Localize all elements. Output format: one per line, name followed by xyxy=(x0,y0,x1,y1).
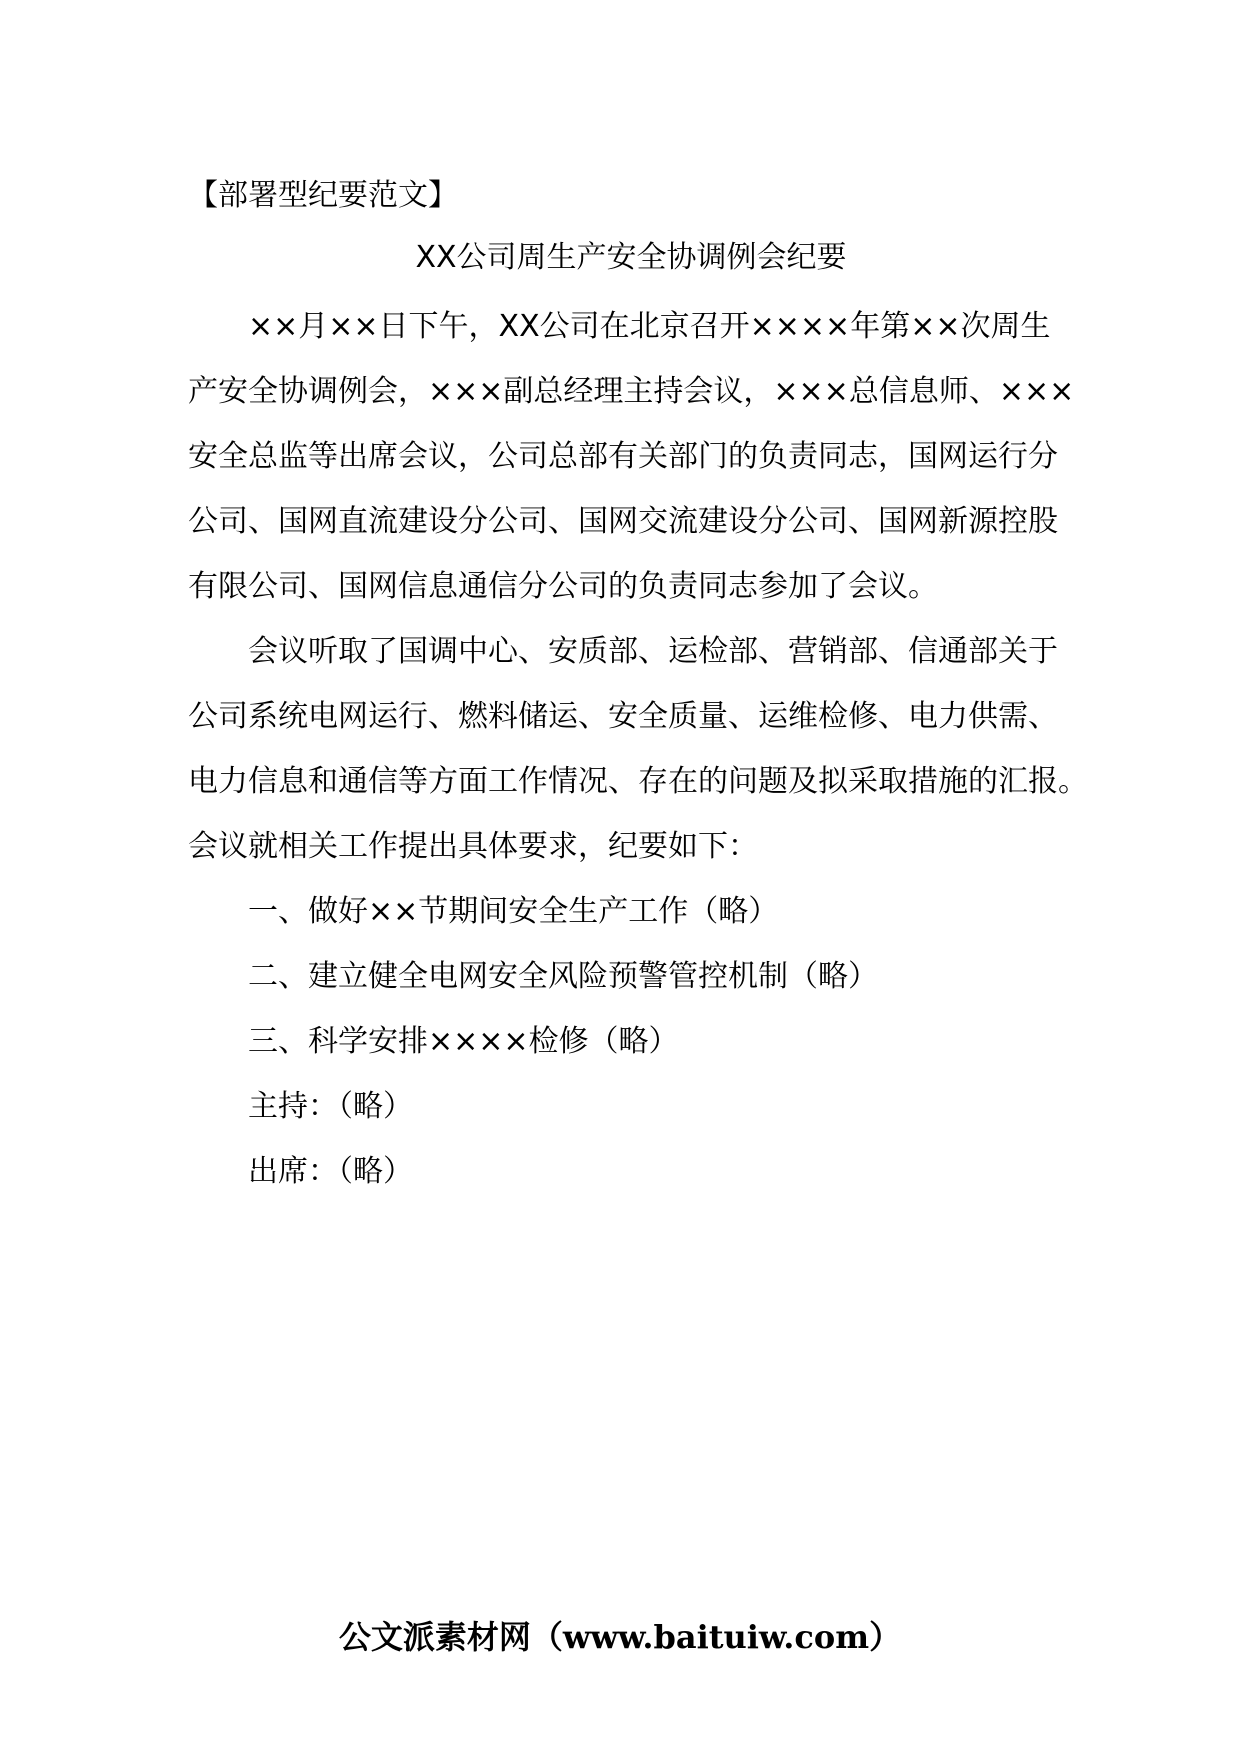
list-item: 三、科学安排××××检修（略） xyxy=(248,1024,679,1059)
list-item: 二、建立健全电网安全风险预警管控机制（略） xyxy=(248,959,878,994)
paragraph-line: 产安全协调例会，×××副总经理主持会议，×××总信息师、××× xyxy=(188,374,1075,409)
paragraph-line: 有限公司、国网信息通信分公司的负责同志参加了会议。 xyxy=(188,569,938,604)
paragraph-line: ××月××日下午，XX公司在北京召开××××年第××次周生 xyxy=(248,309,1051,344)
attendees-line: 出席：（略） xyxy=(248,1154,413,1189)
paragraph-line: 公司系统电网运行、燃料储运、安全质量、运维检修、电力供需、 xyxy=(188,699,1058,734)
heading-tag: 【部署型纪要范文】 xyxy=(188,178,458,213)
paragraph-line: 公司、国网直流建设分公司、国网交流建设分公司、国网新源控股 xyxy=(188,504,1058,539)
paragraph-line: 会议就相关工作提出具体要求，纪要如下： xyxy=(188,829,758,864)
paragraph-2 xyxy=(188,619,1088,879)
document-body xyxy=(188,170,1088,1204)
document-title: XX公司周生产安全协调例会纪要 xyxy=(415,240,847,275)
footer-watermark: 公文派素材网（www.baituiw.com） xyxy=(338,1618,902,1656)
paragraph-line: 会议听取了国调中心、安质部、运检部、营销部、信通部关于 xyxy=(248,634,1058,669)
list-item: 一、做好××节期间安全生产工作（略） xyxy=(248,894,779,929)
host-line: 主持：（略） xyxy=(248,1089,413,1124)
paragraph-line: 安全总监等出席会议，公司总部有关部门的负责同志，国网运行分 xyxy=(188,439,1058,474)
paragraph-1 xyxy=(188,294,1075,619)
paragraph-line: 电力信息和通信等方面工作情况、存在的问题及拟采取措施的汇报。 xyxy=(188,764,1088,799)
item-list xyxy=(188,879,1068,1074)
